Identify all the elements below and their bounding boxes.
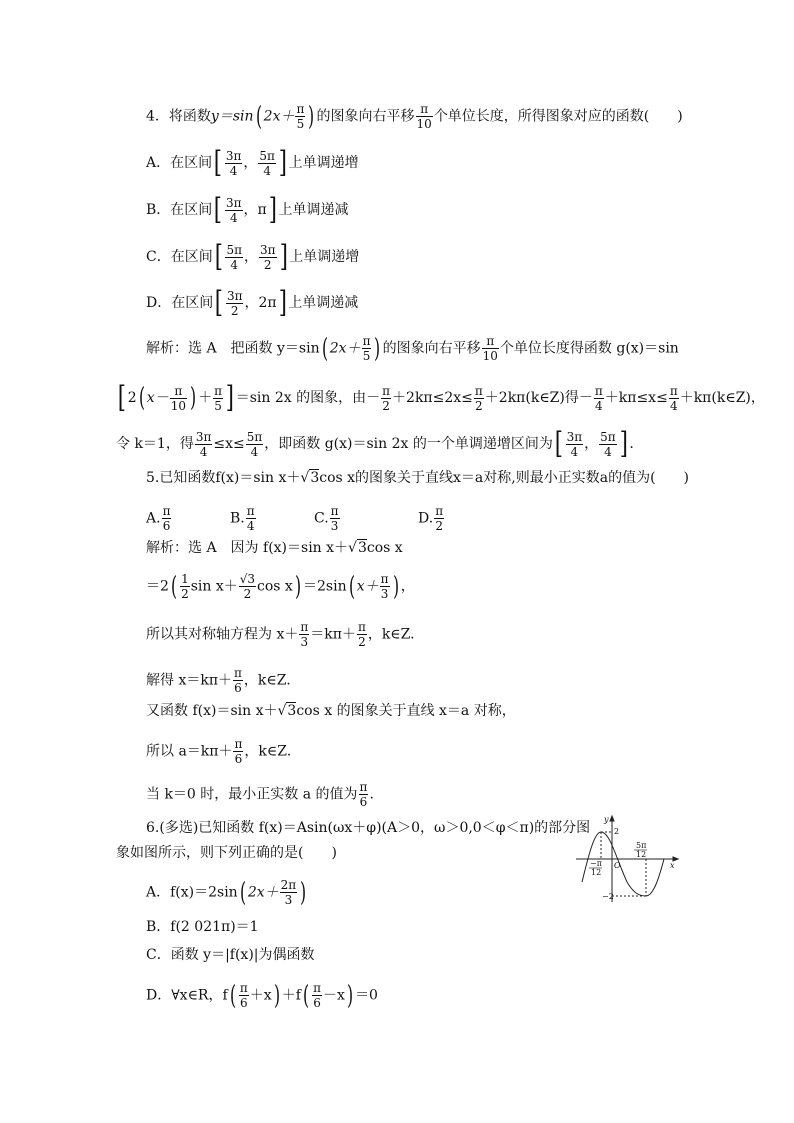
q6-stem-line2: 象如图所示，则下列正确的是( ) — [116, 845, 337, 861]
q5-option-d: D. $\frac{\pi}{2}$ — [418, 504, 444, 533]
q6-option-a: A．f(x)＝2sin( 2x＋ $\frac{2\pi}{3}$ ) — [146, 877, 307, 908]
right-tick-den: 12 — [636, 850, 647, 859]
q5-solution-line2: ＝2( $\frac{1}{2}$ sin x＋ $\frac{√3}{2}$ cos x) ＝2sin( x＋ $\frac{\pi}{3}$ ) ， — [146, 571, 415, 602]
q5-solution-line1: 解析：选 A 因为 f(x)＝sin x＋√3cos x — [146, 540, 403, 556]
q4-solution-line3: 令 k＝1，得 $\frac{3\pi}{4}$ ≤x≤ $\frac{5\pi}{4}$ ，即函数 g(x)＝sin 2x 的一个单调递增区间为[ $\frac{3\pi}{4}$ ， $\frac{5\pi}{4}$ ] . — [116, 426, 634, 461]
q5-solution-line3: 所以其对称轴方程为 x＋ $\frac{\pi}{3}$ ＝kπ＋ $\frac{\pi}{2}$ ，k∈Z. — [146, 620, 415, 649]
q4-solution-line2: [ 2( x－ $\frac{\pi}{10}$ ) ＋ $\frac{\pi}{5}$ ] ＝sin 2x 的图象，由－ $\frac{\pi}{2}$ ＋2kπ≤2x≤ $\frac{\pi}{2}$ ＋2kπ(k∈Z)得－ $\frac{\pi}{4}$ ＋kπ≤x≤ $\frac{\pi}{4}$ ＋kπ(k∈Z)， — [117, 380, 765, 415]
q4-option-d: D．在区间[ $\frac{3\pi}{2}$ ，2π] 上单调递减 — [146, 285, 359, 320]
right-tick-num: 5π — [636, 841, 647, 850]
q4-solution-line1: 解析：选 A 把函数 y＝sin( 2x＋ $\frac{\pi}{5}$ ) 的图象向右平移 $\frac{\pi}{10}$ 个单位长度得函数 g(x)＝sin — [146, 333, 679, 364]
left-tick-num: −π — [590, 859, 602, 868]
q4-option-b: B．在区间[ $\frac{3\pi}{4}$ ，π] 上单调递减 — [146, 192, 349, 227]
q6-option-d: D．∀x∈R，f( $\frac{\pi}{6}$ ＋x) ＋f( $\frac{\pi}{6}$ －x) ＝0 — [146, 980, 378, 1011]
y-label: y — [604, 815, 609, 824]
left-tick-den: 12 — [591, 868, 602, 877]
q6-option-b: B．f(2 021π)＝1 — [146, 919, 259, 935]
q5-solution-line4: 解得 x＝kπ＋ $\frac{\pi}{6}$ ，k∈Z. — [146, 666, 291, 695]
q5-stem: 5.已知函数f(x)＝sin x＋√3cos x的图象关于直线x＝a对称,则最小正实数a的值为( ) — [146, 470, 689, 486]
q4-option-c: C．在区间[ $\frac{5\pi}{4}$ ， $\frac{3\pi}{2}$ ] 上单调递增 — [146, 239, 360, 274]
min-label: −2 — [602, 892, 614, 901]
q5-solution-line6: 所以 a＝kπ＋ $\frac{\pi}{6}$ ，k∈Z. — [146, 737, 292, 766]
x-label: x — [670, 861, 675, 870]
q5-option-a: A. $\frac{\pi}{6}$ — [146, 504, 171, 533]
q5-solution-line7: 当 k＝0 时，最小正实数 a 的值为 $\frac{\pi}{6}$ . — [146, 780, 374, 809]
sine-graph-figure — [574, 812, 684, 904]
q5-options — [146, 504, 445, 533]
q5-option-c: C. $\frac{\pi}{3}$ — [314, 504, 339, 533]
q6-option-c: C．函数 y＝|f(x)|为偶函数 — [146, 947, 315, 963]
q4-stem: 4．将函数y＝sin( 2x＋ $\frac{\pi}{5}$ ) 的图象向右平移 $\frac{\pi}{10}$ 个单位长度，所得图象对应的函数( ) — [146, 101, 683, 132]
q5-solution-line5: 又函数 f(x)＝sin x＋√3cos x 的图象关于直线 x＝a 对称， — [146, 703, 516, 719]
max-label: 2 — [614, 827, 620, 836]
frac: $\frac{\pi}{5}$ — [296, 102, 305, 131]
q4-option-a: A．在区间[ $\frac{3\pi}{4}$ ， $\frac{5\pi}{4}$ ] 上单调递增 — [146, 145, 359, 180]
origin-label: O — [614, 861, 621, 870]
q5-option-b: B. $\frac{\pi}{4}$ — [230, 504, 255, 533]
frac: $\frac{\pi}{10}$ — [416, 102, 432, 131]
y-axis-arrow — [610, 816, 614, 821]
q6-stem-line1: 6.(多选)已知函数 f(x)＝Asin(ωx＋φ)(A＞0，ω＞0,0＜φ＜π)的部分图 — [146, 820, 591, 836]
